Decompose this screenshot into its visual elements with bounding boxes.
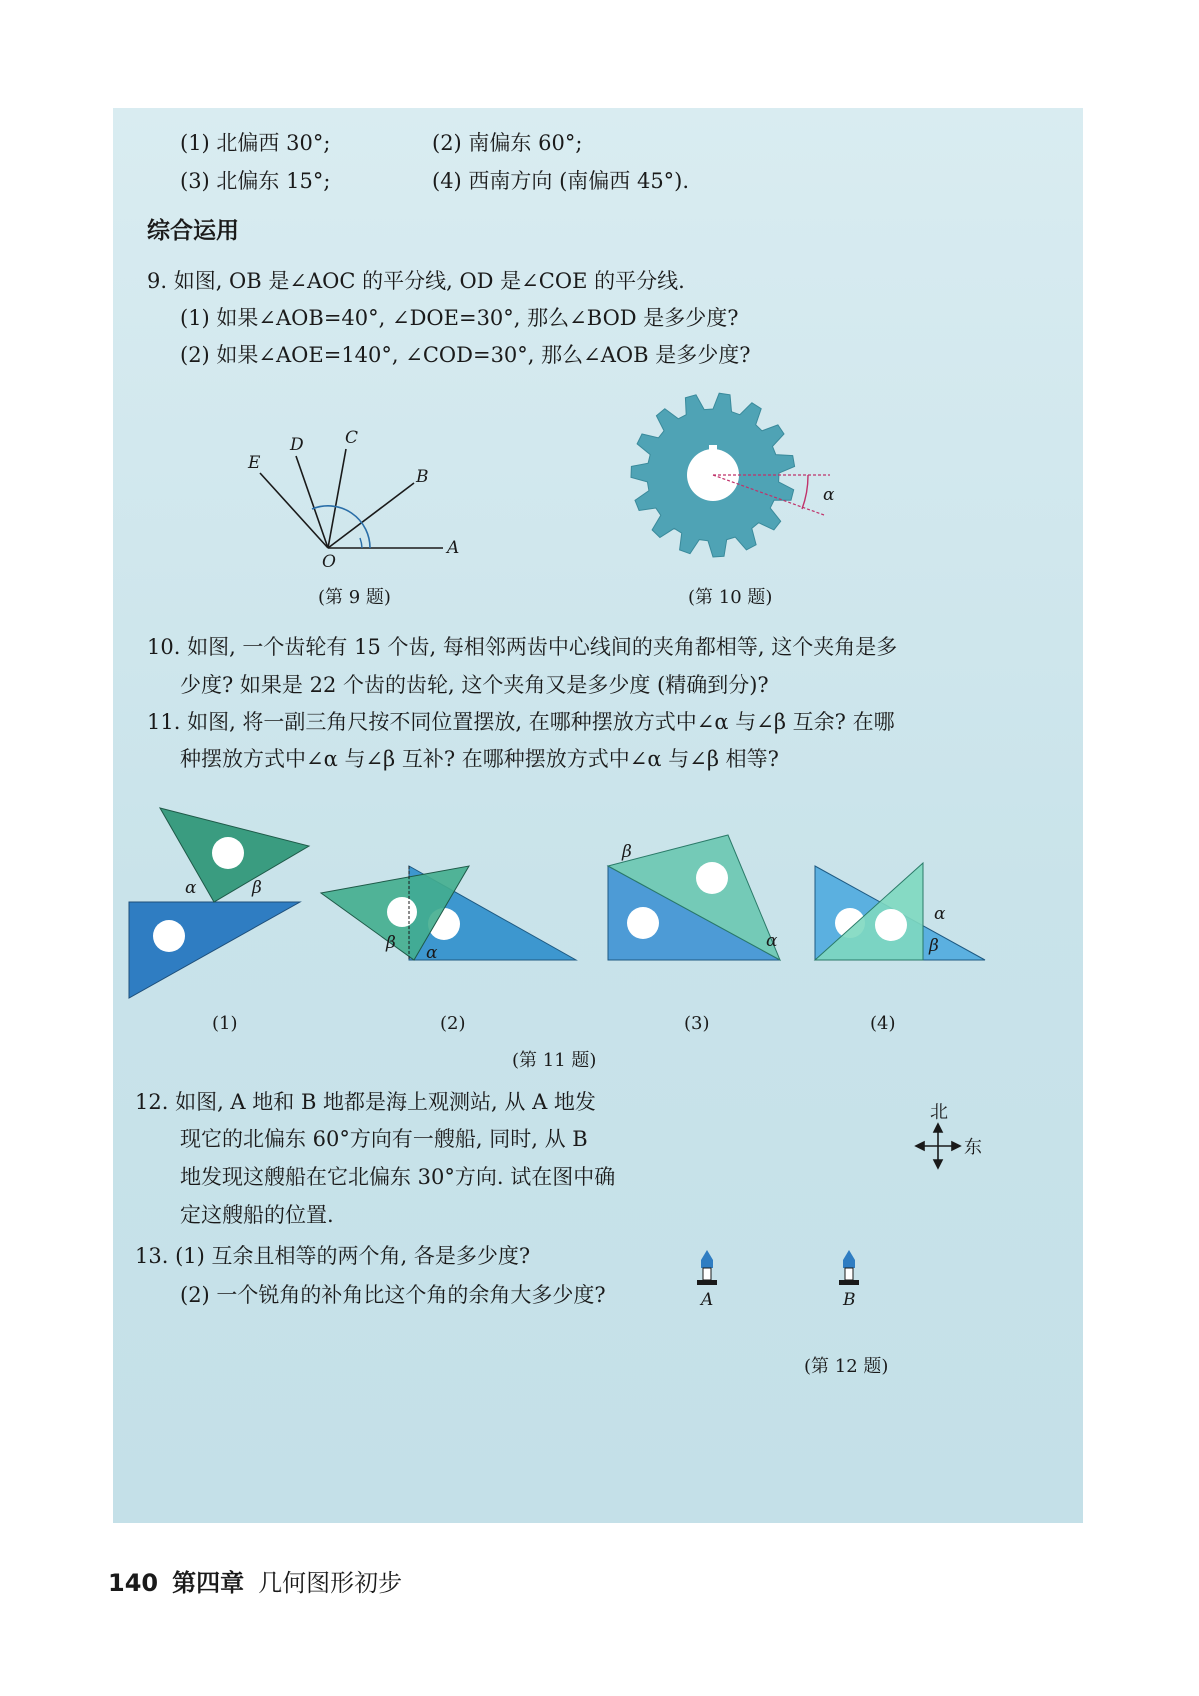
q10-line2: 少度? 如果是 22 个齿的齿轮, 这个夹角又是多少度 (精确到分)?: [180, 673, 769, 697]
station-b-icon: [839, 1250, 859, 1285]
q11-line2: 种摆放方式中∠α 与∠β 互补? 在哪种摆放方式中∠α 与∠β 相等?: [180, 747, 779, 771]
chapter-label: 第四章: [172, 1569, 245, 1597]
fig11-caption-4: (4): [870, 1013, 896, 1034]
answer-3: (3) 北偏东 15°;: [180, 169, 331, 193]
set4-alpha: α: [934, 904, 946, 924]
chapter-title: 几何图形初步: [258, 1569, 403, 1597]
label-O: O: [322, 552, 336, 572]
station-b-label: B: [843, 1290, 856, 1310]
q11-line1: 11. 如图, 将一副三角尺按不同位置摆放, 在哪种摆放方式中∠α 与∠β 互余? 在哪: [147, 710, 895, 734]
page-number: 140: [108, 1569, 159, 1597]
label-D: D: [290, 435, 304, 455]
figure-11-caption: (第 11 题): [512, 1050, 597, 1071]
q13-part1: 13. (1) 互余且相等的两个角, 各是多少度?: [135, 1244, 531, 1268]
label-B: B: [416, 467, 429, 487]
q13-part2: (2) 一个锐角的补角比这个角的余角大多少度?: [180, 1283, 606, 1307]
set3-beta: β: [622, 842, 632, 862]
figure-12-caption: (第 12 题): [804, 1356, 889, 1377]
station-a-label: A: [701, 1290, 714, 1310]
set1-beta: β: [252, 878, 262, 898]
q9-part2: (2) 如果∠AOE=140°, ∠COD=30°, 那么∠AOB 是多少度?: [180, 343, 751, 367]
set3-alpha: α: [766, 931, 778, 951]
set4-beta: β: [929, 936, 939, 956]
q12-line3: 地发现这艘船在它北偏东 30°方向. 试在图中确: [180, 1165, 616, 1189]
q9-part1: (1) 如果∠AOB=40°, ∠DOE=30°, 那么∠BOD 是多少度?: [180, 306, 739, 330]
section-heading: 综合运用: [147, 218, 239, 244]
north-label: 北: [930, 1102, 948, 1123]
q10-line1: 10. 如图, 一个齿轮有 15 个齿, 每相邻两齿中心线间的夹角都相等, 这个夹角是多: [147, 635, 898, 659]
set2-alpha: α: [426, 943, 438, 963]
figure-10-caption: (第 10 题): [688, 587, 773, 608]
label-A: A: [447, 538, 460, 558]
set1-alpha: α: [185, 878, 197, 898]
east-label: 东: [964, 1137, 982, 1158]
fig11-caption-1: (1): [212, 1013, 238, 1034]
set2-beta: β: [386, 933, 396, 953]
answer-4: (4) 西南方向 (南偏西 45°).: [432, 169, 690, 193]
fig11-caption-2: (2): [440, 1013, 466, 1034]
fig11-caption-3: (3): [684, 1013, 710, 1034]
answer-2: (2) 南偏东 60°;: [432, 131, 583, 155]
page-footer: [108, 1563, 416, 1598]
figure-9-caption: (第 9 题): [318, 587, 391, 608]
station-a-icon: [697, 1250, 717, 1285]
q12-line2: 现它的北偏东 60°方向有一艘船, 同时, 从 B: [180, 1127, 588, 1151]
label-C: C: [345, 428, 359, 448]
q9-stem: 9. 如图, OB 是∠AOC 的平分线, OD 是∠COE 的平分线.: [147, 269, 685, 293]
gear-alpha: α: [823, 485, 835, 505]
label-E: E: [248, 453, 261, 473]
answer-1: (1) 北偏西 30°;: [180, 131, 331, 155]
q12-line4: 定这艘船的位置.: [180, 1203, 334, 1227]
q12-line1: 12. 如图, A 地和 B 地都是海上观测站, 从 A 地发: [135, 1090, 596, 1114]
